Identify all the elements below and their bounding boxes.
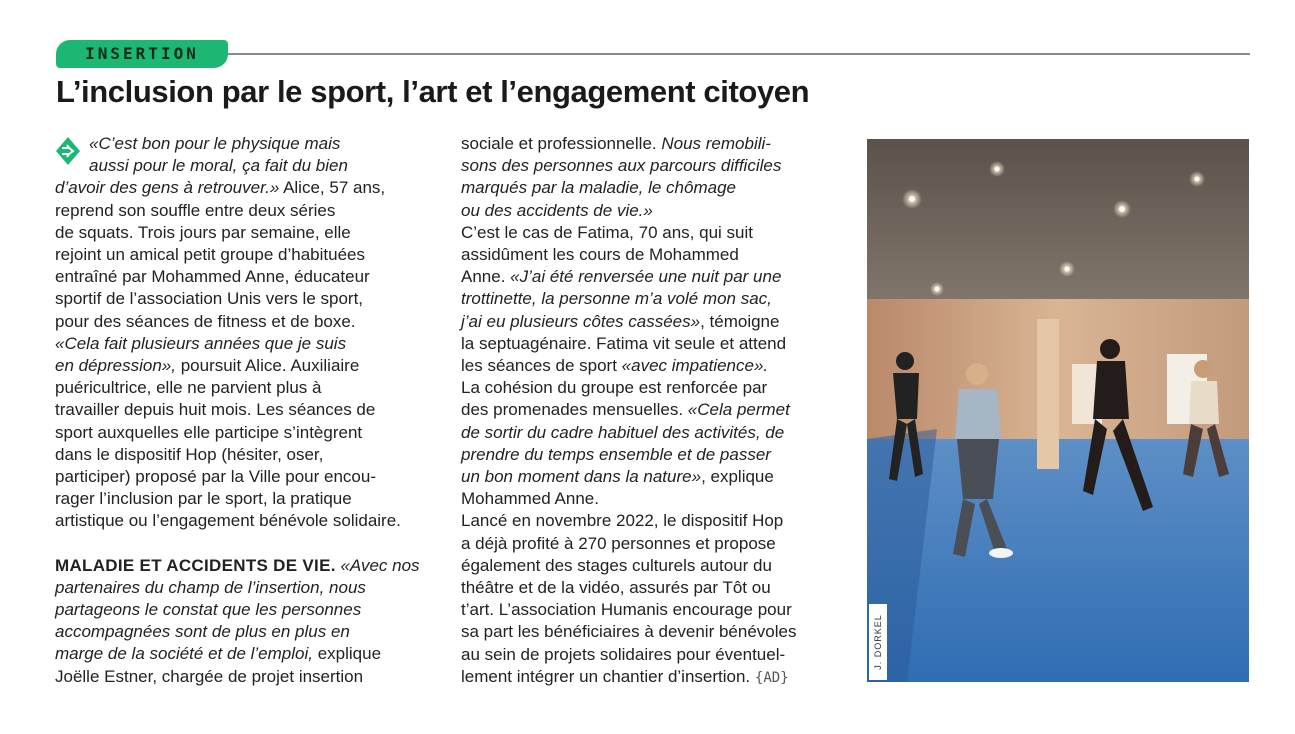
text-line: théâtre et de la vidéo, assurés par Tôt ou xyxy=(461,578,771,598)
text-line: «C’est bon pour le physique mais xyxy=(89,134,341,153)
quote-fragment: marge de la société et de l’emploi, xyxy=(55,644,313,664)
author-signature: {AD} xyxy=(754,669,789,686)
article-column-1 xyxy=(55,133,445,688)
quote-fragment: «Cela fait plusieurs années que je suis xyxy=(55,333,347,353)
text-line: artistique ou l’engagement bénévole solidaire. xyxy=(55,511,401,531)
text-line: a déjà profité à 270 personnes et propose xyxy=(461,533,776,553)
text-fragment: poursuit Alice. Auxiliaire xyxy=(175,356,360,376)
text-line: t’art. L’association Humanis encourage pour xyxy=(461,600,792,620)
text-line: au sein de projets solidaires pour éventuel- xyxy=(461,644,786,664)
photo-credit-text: J. DORKEL xyxy=(873,614,884,670)
quote-fragment: «Cela permet xyxy=(687,400,790,420)
text-line: puéricultrice, elle ne parvient plus à xyxy=(55,378,322,398)
quote-fragment: un bon moment dans la nature» xyxy=(461,467,702,487)
text-line: assidûment les cours de Mohammed xyxy=(461,245,739,265)
photo-credit xyxy=(869,604,887,680)
quote-fragment: j’ai eu plusieurs côtes cassées» xyxy=(461,311,701,331)
quote-fragment: Nous remobili- xyxy=(656,134,771,153)
text-line: Joëlle Estner, chargée de projet insertion xyxy=(55,666,364,686)
quote-fragment: d’avoir des gens à retrouver.» xyxy=(55,178,280,198)
article-column-2 xyxy=(461,133,851,689)
quote-fragment: «J’ai été renversée une nuit par une xyxy=(510,267,782,287)
text-line: dans le dispositif Hop (hésiter, oser, xyxy=(55,444,324,464)
text-line: participer) proposé par la Ville pour encou- xyxy=(55,467,376,487)
text-fragment: , témoigne xyxy=(700,311,780,331)
text-fragment: lement intégrer un chantier d’insertion. xyxy=(461,666,751,686)
quote-fragment: accompagnées sont de plus en plus en xyxy=(55,622,350,642)
article-title: L’inclusion par le sport, l’art et l’engagement citoyen xyxy=(56,74,810,109)
text-fragment: Alice, 57 ans, xyxy=(279,178,386,198)
gym-scene-illustration xyxy=(867,139,1249,682)
text-line: entraîné par Mohammed Anne, éducateur xyxy=(55,267,370,287)
text-line: rager l’inclusion par le sport, la pratique xyxy=(55,489,352,509)
text-fragment: des promenades mensuelles. xyxy=(461,400,688,420)
section-heading: MALADIE ET ACCIDENTS DE VIE. xyxy=(55,555,336,575)
quote-fragment: trottinette, la personne m’a volé mon sac, xyxy=(461,289,772,309)
quote-fragment: ou des accidents de vie.» xyxy=(461,200,653,220)
text-line: la septuagénaire. Fatima vit seule et attend xyxy=(461,333,787,353)
text-line: Mohammed Anne. xyxy=(461,489,599,509)
text-line: rejoint un amical petit groupe d’habituées xyxy=(55,245,365,265)
arrow-diamond-icon xyxy=(55,136,81,166)
rubric-tag: INSERTION xyxy=(56,40,228,68)
text-line: travailler depuis huit mois. Les séances de xyxy=(55,400,376,420)
rubric-rule xyxy=(216,53,1250,55)
quote-fragment: de sortir du cadre habituel des activités, de xyxy=(461,422,785,442)
quote-fragment: marqués par la maladie, le chômage xyxy=(461,178,736,198)
text-line: La cohésion du groupe est renforcée par xyxy=(461,378,768,398)
text-fragment: explique xyxy=(312,644,382,664)
quote-fragment: «avec impatience». xyxy=(621,356,769,376)
quote-fragment: partenaires du champ de l’insertion, nous xyxy=(55,577,366,597)
text-line: pour des séances de fitness et de boxe. xyxy=(55,311,356,331)
quote-fragment: sons des personnes aux parcours difficiles xyxy=(461,156,782,176)
quote-fragment: en dépression», xyxy=(55,356,176,376)
text-line: sa part les bénéficiaires à devenir bénévoles xyxy=(461,622,797,642)
text-line: sportif de l’association Unis vers le sport, xyxy=(55,289,364,309)
quote-fragment: «Avec nos xyxy=(335,555,420,575)
text-line: Lancé en novembre 2022, le dispositif Hop xyxy=(461,511,784,531)
article-photo xyxy=(867,139,1249,682)
text-line: sport auxquelles elle participe s’intègrent xyxy=(55,422,363,442)
text-fragment: les séances de sport xyxy=(461,356,622,376)
text-line: également des stages culturels autour du xyxy=(461,555,772,575)
text-fragment: , explique xyxy=(701,467,774,487)
lead-paragraph-start xyxy=(55,133,445,177)
text-fragment: sociale et professionnelle. xyxy=(461,134,657,153)
text-line: aussi pour le moral, ça fait du bien xyxy=(89,156,348,176)
quote-fragment: prendre du temps ensemble et de passer xyxy=(461,444,771,464)
rubric-bar xyxy=(56,40,1250,68)
text-line: de squats. Trois jours par semaine, elle xyxy=(55,222,351,242)
quote-fragment: partageons le constat que les personnes xyxy=(55,600,362,620)
text-line: reprend son souffle entre deux séries xyxy=(55,200,336,220)
text-line: C’est le cas de Fatima, 70 ans, qui suit xyxy=(461,222,753,242)
text-fragment: Anne. xyxy=(461,267,511,287)
